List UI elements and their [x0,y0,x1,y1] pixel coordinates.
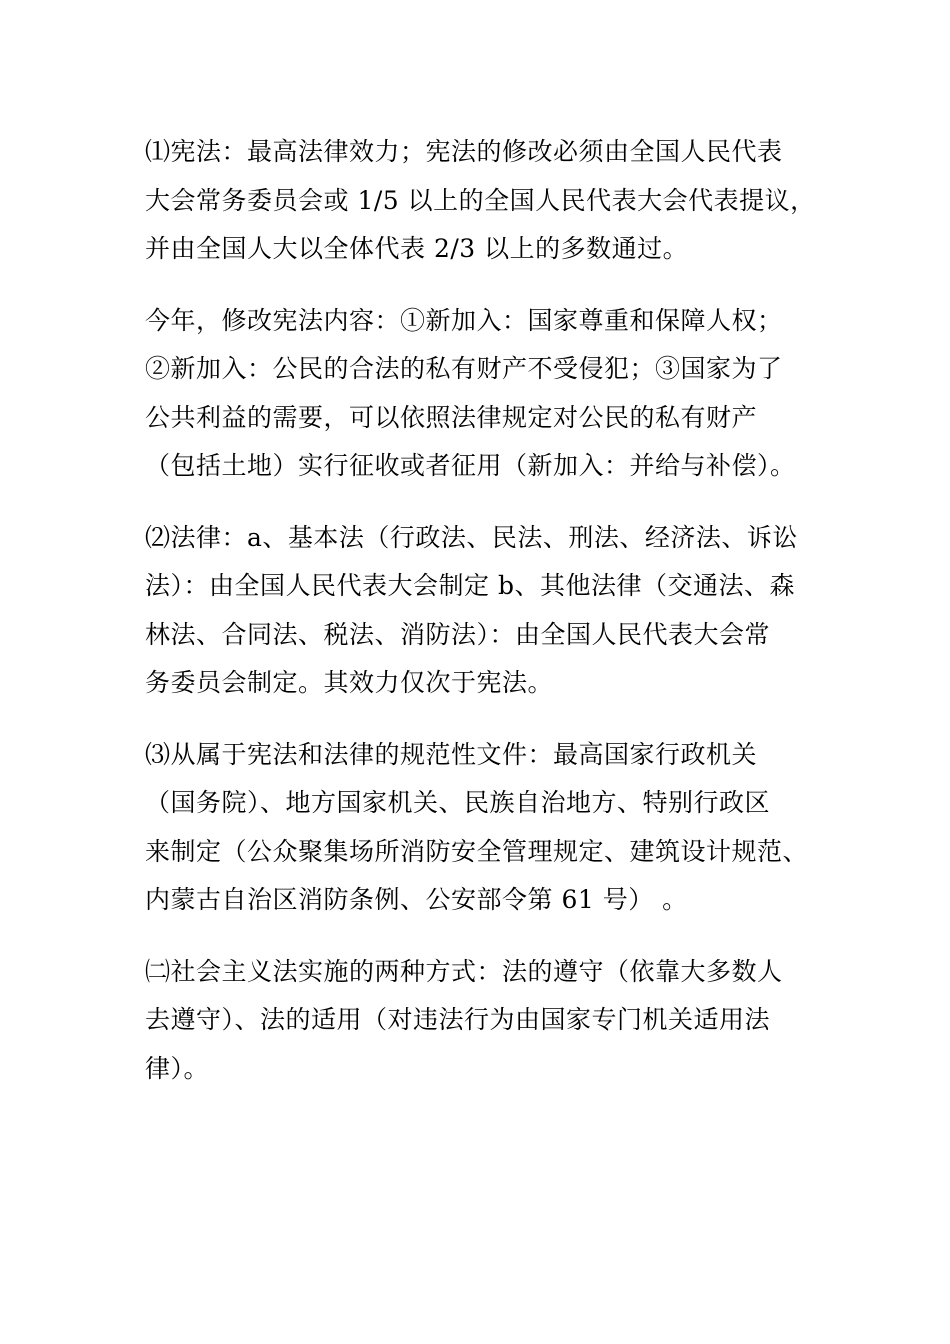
paragraph-constitution [145,128,816,274]
text-line: ⑶从属于宪法和法律的规范性文件：最高国家行政机关 [145,739,758,769]
text-line: 并由全国人大以全体代表 2/3 以上的多数通过。 [145,234,689,263]
text-line: 林法、合同法、税法、消防法）：由全国人民代表大会常 [145,619,771,649]
paragraph-laws [145,514,810,708]
text-line: 来制定（公众聚集场所消防安全管理规定、建筑设计规范、 [145,836,809,866]
paragraph-normative-documents [145,731,810,925]
text-line: 公共利益的需要，可以依照法律规定对公民的私有财产 [145,402,758,432]
text-line: 去遵守）、法的适用（对违法行为由国家专门机关适用法 [145,1005,771,1034]
text-line: ㈡社会主义法实施的两种方式：法的遵守（依靠大多数人 [145,956,783,986]
text-line: 大会常务委员会或 1/5 以上的全国人民代表大会代表提议， [145,185,816,215]
document-body [145,128,816,1116]
text-line: ⑵法律：a、基本法（行政法、民法、刑法、经济法、诉讼 [145,522,798,552]
text-line: （包括土地）实行征收或者征用（新加入：并给与补偿）。 [145,451,796,480]
paragraph-implementation-methods [145,948,810,1094]
text-line: 内蒙古自治区消防条例、公安部令第 61 号） 。 [145,885,688,914]
text-line: ⑴宪法：最高法律效力；宪法的修改必须由全国人民代表 [145,137,783,166]
text-line: 律）。 [145,1053,210,1083]
text-line: （国务院）、地方国家机关、民族自治地方、特别行政区 [145,788,771,817]
paragraph-constitution-amendment [145,297,810,491]
text-line: 法）：由全国人民代表大会制定 b、其他法律（交通法、森 [145,571,795,600]
text-line: 务委员会制定。其效力仅次于宪法。 [145,668,554,697]
text-line: ②新加入：公民的合法的私有财产不受侵犯；③国家为了 [145,354,783,383]
text-line: 今年，修改宪法内容：①新加入：国家尊重和保障人权； [145,305,783,335]
